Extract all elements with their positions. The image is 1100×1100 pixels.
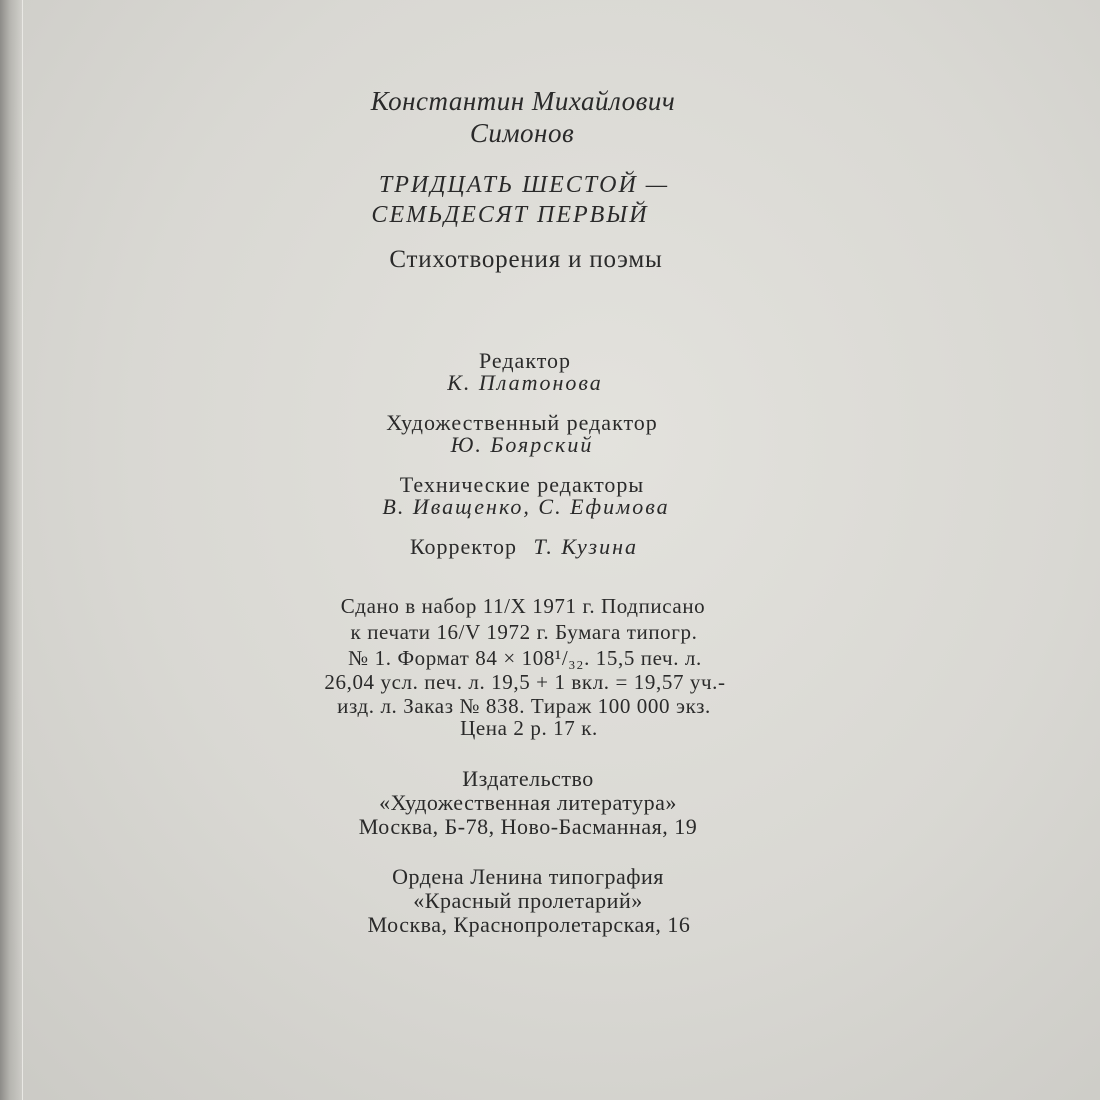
imprint-line-2: к печати 16/V 1972 г. Бумага типогр. (350, 620, 698, 644)
editor-name: К. Платонова (447, 370, 603, 395)
corrector-name: Т. Кузина (533, 534, 639, 559)
page-edge (22, 0, 23, 1100)
printer-address: Москва, Краснопролетарская, 16 (367, 912, 691, 937)
publisher-address: Москва, Б-78, Ново-Басманная, 19 (358, 814, 698, 839)
corrector-role: Корректор (409, 534, 518, 559)
printer-line-1: Ордена Ленина типография (392, 864, 664, 889)
author-surname: Симонов (469, 118, 575, 148)
imprint-line-4: 26,04 усл. печ. л. 19,5 + 1 вкл. = 19,57 уч.- (324, 670, 726, 694)
art-editor-name: Ю. Боярский (450, 432, 594, 457)
imprint-line-3: № 1. Формат 84 × 108¹/₃₂. 15,5 печ. л. (348, 646, 702, 670)
tech-editors-names: В. Иващенко, С. Ефимова (382, 494, 670, 519)
publisher-line-1: Издательство (462, 766, 594, 791)
book-title-line-1: ТРИДЦАТЬ ШЕСТОЙ — (378, 172, 670, 198)
imprint-line-5: изд. л. Заказ № 838. Тираж 100 000 экз. (337, 694, 711, 718)
publisher-name: «Художественная литература» (379, 790, 677, 815)
editor-role: Редактор (478, 348, 572, 373)
book-subtitle: Стихотворения и поэмы (389, 246, 663, 273)
author-name: Константин Михайлович (370, 86, 676, 116)
book-title-line-2: СЕМЬДЕСЯТ ПЕРВЫЙ (371, 202, 649, 228)
printer-name: «Красный пролетарий» (413, 888, 643, 913)
page-gutter-shadow (0, 0, 22, 1100)
imprint-line-6: Цена 2 р. 17 к. (460, 716, 598, 740)
art-editor-role: Художественный редактор (386, 410, 658, 435)
corrector-credit (410, 534, 638, 560)
imprint-line-1: Сдано в набор 11/X 1971 г. Подписано (340, 594, 706, 618)
tech-editors-role: Технические редакторы (399, 472, 645, 497)
